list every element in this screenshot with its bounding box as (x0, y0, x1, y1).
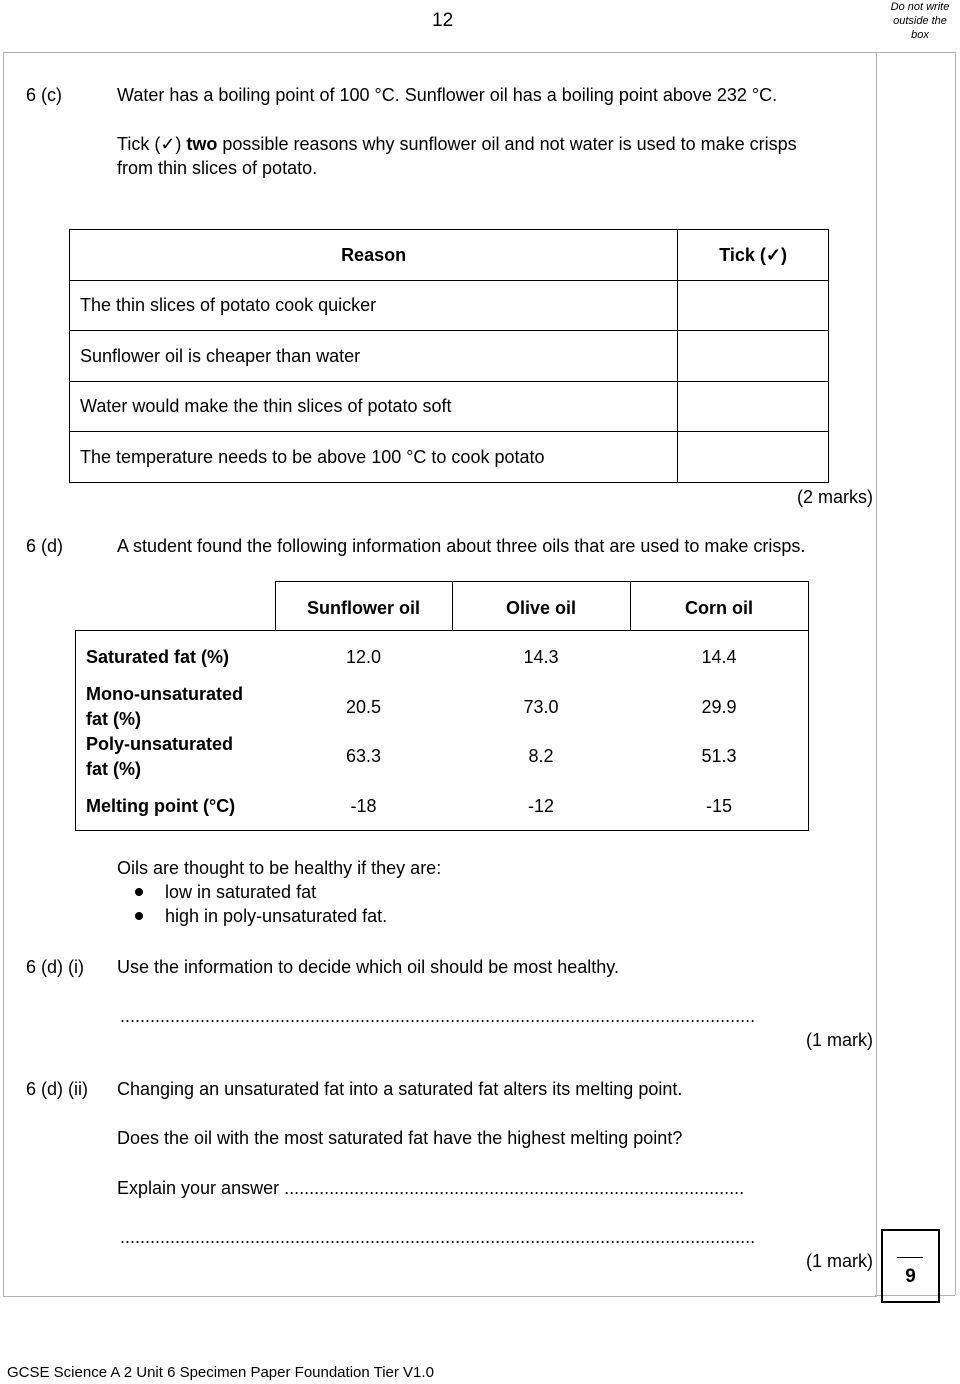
healthy-intro: Oils are thought to be healthy if they are: (117, 858, 442, 878)
row-label: Melting point (°C) (86, 796, 236, 816)
reason-cell: The thin slices of potato cook quicker (70, 281, 678, 331)
column-header: Sunflower oil (306, 598, 420, 618)
row-label: fat (%) (86, 709, 141, 729)
column-header: Olive oil (505, 598, 577, 618)
question-text: Does the oil with the most saturated fat have the highest melting point? (117, 1128, 683, 1148)
reason-cell: Sunflower oil is cheaper than water (70, 331, 678, 382)
question-text: Water has a boiling point of 100 °C. Sunflower oil has a boiling point above 232 °C. (117, 85, 778, 105)
page-number: 12 (432, 10, 454, 31)
question-number: 6 (c) (26, 85, 62, 105)
score-total: 9 (905, 1266, 916, 1287)
table-cell: 63.3 (345, 746, 382, 766)
marks-label: (1 mark) (806, 1030, 873, 1050)
bullet-icon (135, 912, 143, 920)
margin-note-line: outside the (893, 15, 947, 27)
margin-note-line: Do not write (890, 1, 950, 13)
margin-divider (955, 52, 956, 1295)
question-number: 6 (d) (i) (26, 957, 84, 977)
tick-box[interactable] (678, 382, 829, 432)
reason-cell: Water would make the thin slices of potato soft (70, 382, 678, 432)
row-label: Saturated fat (%) (86, 647, 230, 667)
table-cell: 14.3 (523, 647, 559, 667)
question-text: A student found the following information about three oils that are used to make crisps. (117, 536, 806, 556)
margin-note-line: box (911, 29, 929, 41)
table-cell: 29.9 (701, 697, 737, 717)
margin-divider (875, 52, 955, 53)
table-cell: -12 (527, 796, 554, 816)
question-text: Tick (✓) two possible reasons why sunflower oil and not water is used to make crisps (117, 134, 797, 154)
table-cell: 8.2 (528, 746, 554, 766)
row-label: Mono-unsaturated (86, 684, 243, 704)
marks-label: (1 mark) (806, 1251, 873, 1271)
bullet-item: high in poly-unsaturated fat. (165, 906, 388, 926)
column-header-tick: Tick (✓) (678, 230, 829, 281)
score-box (881, 1229, 940, 1303)
table-cell: 12.0 (345, 647, 382, 667)
column-header: Corn oil (685, 598, 753, 618)
tick-box[interactable] (678, 281, 829, 331)
footer-text: GCSE Science A 2 Unit 6 Specimen Paper Foundation Tier V1.0 (7, 1364, 434, 1381)
answer-line[interactable]: ............................................................................................................................... (120, 1006, 756, 1026)
table-cell: -18 (350, 796, 377, 816)
tick-box[interactable] (678, 331, 829, 382)
bullet-item: low in saturated fat (165, 882, 317, 902)
bullet-icon (135, 888, 143, 896)
answer-line[interactable]: ............................................................................................................................... (120, 1227, 756, 1247)
table-cell: 51.3 (701, 746, 737, 766)
table-cell: 73.0 (523, 697, 559, 717)
reason-cell: The temperature needs to be above 100 °C to cook potato (70, 432, 678, 483)
question-number: 6 (d) (ii) (26, 1079, 88, 1099)
question-text: from thin slices of potato. (117, 158, 318, 178)
table-cell: 20.5 (345, 697, 382, 717)
question-text: Use the information to decide which oil should be most healthy. (117, 957, 619, 977)
explain-answer-line[interactable]: Explain your answer ............................................................................................ (117, 1178, 745, 1198)
score-divider (897, 1257, 923, 1258)
row-label: Poly-unsaturated (86, 734, 234, 754)
table-cell: 14.4 (701, 647, 737, 667)
marks-label: (2 marks) (797, 487, 873, 507)
column-header-reason: Reason (70, 230, 678, 281)
table-cell: -15 (705, 796, 732, 816)
question-number: 6 (d) (26, 536, 64, 556)
tick-box[interactable] (678, 432, 829, 483)
row-label: fat (%) (86, 759, 141, 779)
reason-table (69, 229, 829, 483)
margin-note (880, 0, 960, 42)
question-text: Changing an unsaturated fat into a saturated fat alters its melting point. (117, 1079, 683, 1099)
